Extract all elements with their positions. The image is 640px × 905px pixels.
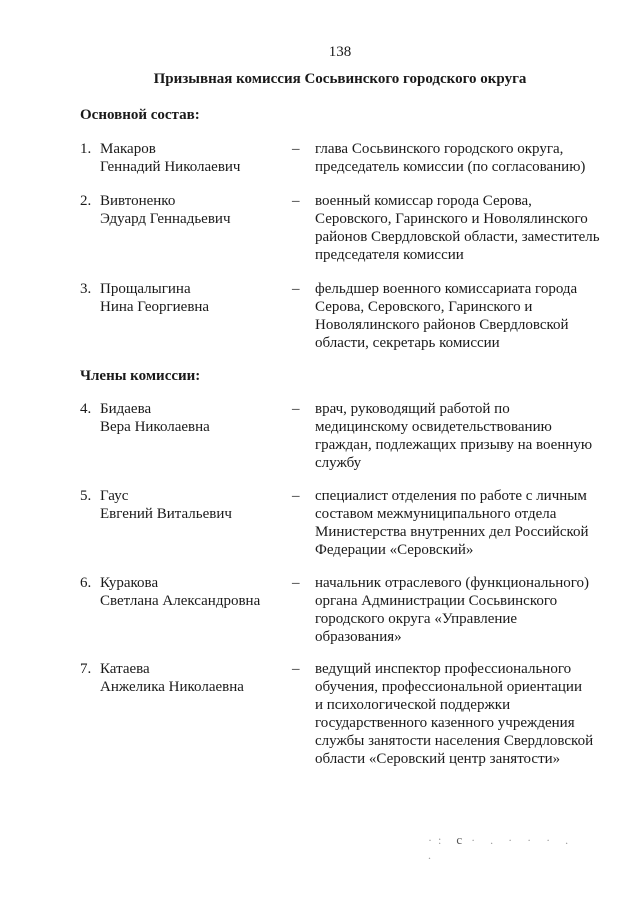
member-name [100, 487, 232, 523]
member-surname: Бидаева [100, 401, 152, 417]
member-surname: Прощалыгина [100, 281, 191, 297]
role-line: области, секретарь комиссии [315, 335, 500, 351]
role-line: службы занятости населения Свердловской [315, 733, 594, 749]
role-line: и психологической поддержки [315, 697, 511, 713]
role-line: врач, руководящий работой по [315, 401, 510, 417]
member-surname: Макаров [100, 141, 156, 157]
member-given-names: Светлана Александровна [100, 593, 261, 609]
member-surname: Гаус [100, 488, 129, 504]
role-line: службу [315, 455, 362, 471]
member-role [315, 400, 615, 472]
member-number: 2. [80, 193, 92, 209]
member-name [100, 660, 244, 696]
member-surname: Куракова [100, 575, 159, 591]
role-line: органа Администрации Сосьвинского [315, 593, 558, 609]
member-role [315, 487, 615, 559]
member-number: 1. [80, 141, 92, 157]
footer-mark: с [456, 832, 463, 847]
member-role [315, 574, 615, 646]
role-line: начальник отраслевого (функционального) [315, 575, 589, 591]
role-line: граждан, подлежащих призыву на военную [315, 437, 593, 453]
role-line: Серовского, Гаринского и Новолялинского [315, 211, 588, 227]
member-number: 7. [80, 661, 92, 677]
role-line: ведущий инспектор профессионального [315, 661, 572, 677]
role-line: медицинскому освидетельствованию [315, 419, 552, 435]
section-heading-members: Члены комиссии: [80, 368, 201, 384]
role-line: образования» [315, 629, 402, 645]
role-line: специалист отделения по работе с личным [315, 488, 587, 504]
member-given-names: Геннадий Николаевич [100, 159, 241, 175]
member-number: 5. [80, 488, 92, 504]
scan-mark: ·: с · . · · · . . [428, 832, 575, 862]
role-line: председатель комиссии (по согласованию) [315, 159, 586, 175]
role-line: председателя комиссии [315, 247, 464, 263]
role-line: государственного казенного учреждения [315, 715, 575, 731]
role-line: обучения, профессиональной ориентации [315, 679, 582, 695]
member-role [315, 140, 615, 176]
member-given-names: Евгений Витальевич [100, 506, 232, 522]
dash: – [292, 141, 300, 157]
role-line: городского округа «Управление [315, 611, 518, 627]
member-surname: Катаева [100, 661, 150, 677]
section-heading-main: Основной состав: [80, 107, 200, 123]
member-name [100, 280, 209, 316]
member-given-names: Эдуард Геннадьевич [100, 211, 231, 227]
member-name [100, 140, 240, 176]
dash: – [292, 193, 300, 209]
role-line: фельдшер военного комиссариата города [315, 281, 578, 297]
member-number: 6. [80, 575, 92, 591]
role-line: Серова, Серовского, Гаринского и [315, 299, 533, 315]
member-number: 3. [80, 281, 92, 297]
role-line: области «Серовский центр занятости» [315, 751, 561, 767]
role-line: Министерства внутренних дел Российской [315, 524, 589, 540]
member-surname: Вивтоненко [100, 193, 176, 209]
member-name [100, 400, 210, 436]
member-name [100, 192, 231, 228]
member-given-names: Нина Георгиевна [100, 299, 210, 315]
dash: – [292, 661, 300, 677]
dash: – [292, 401, 300, 417]
member-role [315, 280, 615, 352]
dash: – [292, 575, 300, 591]
member-role [315, 660, 615, 768]
role-line: составом межмуниципального отдела [315, 506, 557, 522]
role-line: военный комиссар города Серова, [315, 193, 532, 209]
member-role [315, 192, 615, 264]
member-number: 4. [80, 401, 92, 417]
document-title: Призывная комиссия Сосьвинского городского округа [153, 71, 527, 87]
role-line: глава Сосьвинского городского округа, [315, 141, 564, 157]
page-number: 138 [328, 44, 352, 60]
role-line: Федерации «Серовский» [315, 542, 474, 558]
member-given-names: Вера Николаевна [100, 419, 210, 435]
role-line: Новолялинского районов Свердловской [315, 317, 569, 333]
dash: – [292, 281, 300, 297]
member-name [100, 574, 260, 610]
member-given-names: Анжелика Николаевна [100, 679, 244, 695]
dash: – [292, 488, 300, 504]
role-line: районов Свердловской области, заместитель [315, 229, 600, 245]
